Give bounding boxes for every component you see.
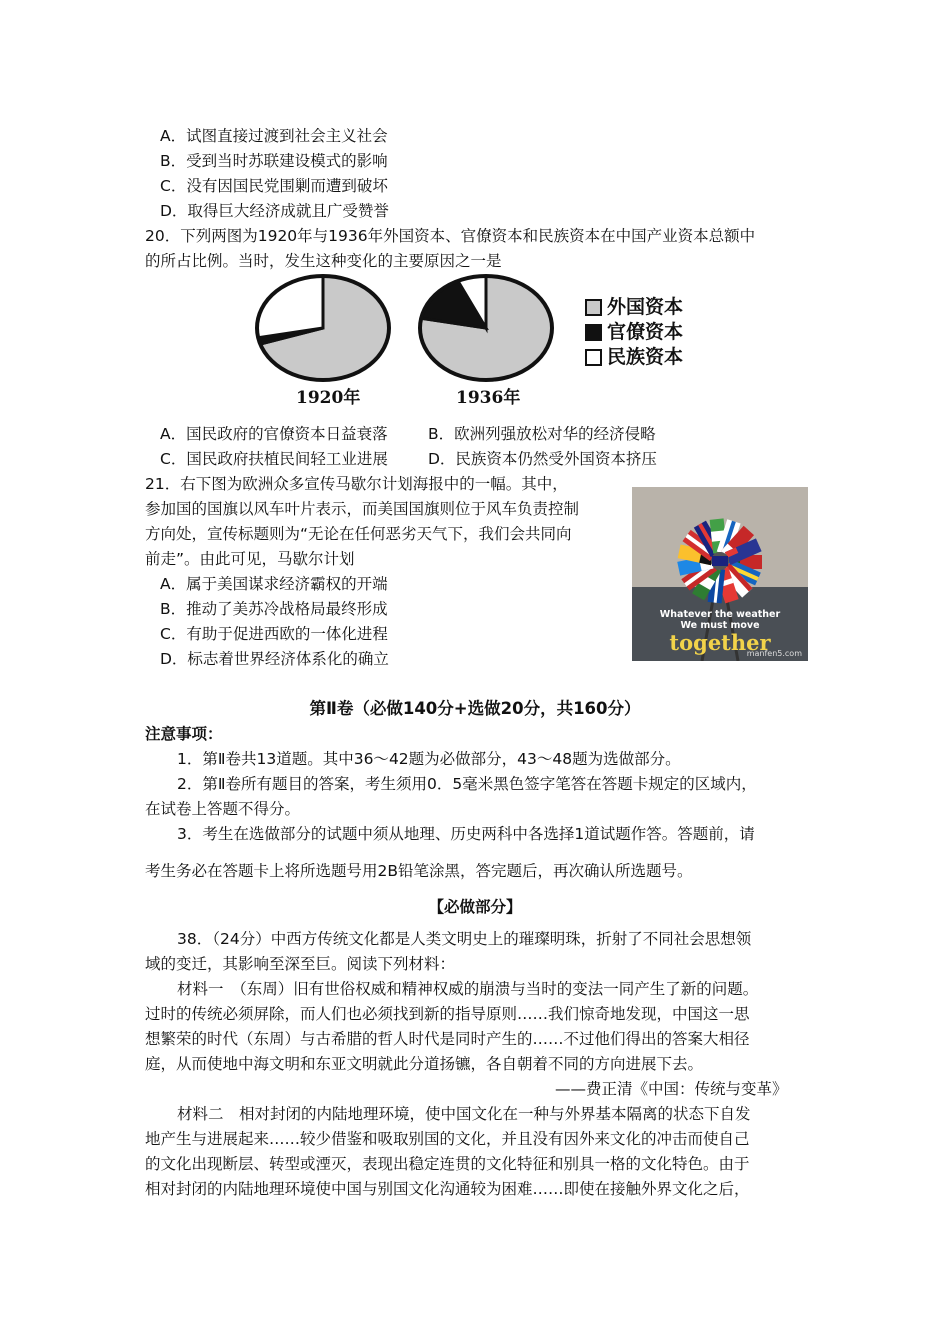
part2-title: 第Ⅱ卷（必做140分+选做20分，共160分） <box>309 699 641 718</box>
q20-option-c: C．国民政府扶植民间轻工业进展 <box>160 450 388 468</box>
material1-line3: 想繁荣的时代（东周）与古希腊的哲人时代是同时产生的……不过他们得出的答案大相径 <box>145 1030 750 1048</box>
pie-1920-slice-national <box>257 276 323 338</box>
q20-option-d: D．民族资本仍然受外国资本挤压 <box>428 450 657 468</box>
material2-line1: 材料二 相对封闭的内陆地理环境，使中国文化在一种与外界基本隔离的状态下自发 <box>177 1105 751 1123</box>
material1-line2: 过时的传统必须屏除，而人们也必须找到新的指导原则……我们惊奇地发现，中国这一思 <box>145 1005 750 1023</box>
q21-stem-line3: 方向处，宣传标题则为“无论在任何恶劣天气下，我们会共同向 <box>145 525 572 543</box>
legend-swatch-foreign <box>585 299 602 316</box>
notice-2b: 在试卷上答题不得分。 <box>145 800 301 818</box>
material1-line4: 庭，从而使地中海文明和东亚文明就此分道扬镳，各自朝着不同的方向进展下去。 <box>145 1055 704 1073</box>
legend-swatch-national <box>585 349 602 366</box>
q21-stem-line1: 21．右下图为欧洲众多宣传马歇尔计划海报中的一幅。其中， <box>145 475 568 493</box>
poster-watermark: manfen5.com <box>746 649 802 658</box>
marshall-plan-poster <box>632 487 808 661</box>
section-required: 【必做部分】 <box>428 898 522 916</box>
q19-option-c: C．没有因国民党围剿而遭到破坏 <box>160 177 388 195</box>
q20-option-b: B．欧洲列强放松对华的经济侵略 <box>428 425 656 443</box>
q21-stem-line2: 参加国的国旗以风车叶片表示，而美国国旗则位于风车负责控制 <box>145 500 580 518</box>
legend-bureaucrat-label: 官僚资本 <box>607 321 684 343</box>
legend-bureaucrat <box>585 320 683 344</box>
material2-line4: 相对封闭的内陆地理环境使中国与别国文化沟通较为困难……即使在接触外界文化之后， <box>145 1180 750 1198</box>
legend-swatch-bureaucrat <box>585 324 602 341</box>
material1-line1: 材料一 （东周）旧有世俗权威和精神权威的崩溃与当时的变法一同产生了新的问题。 <box>177 980 759 998</box>
q21-option-b: B．推动了美苏冷战格局最终形成 <box>160 600 388 618</box>
material1-source: ——费正清《中国：传统与变革》 <box>555 1080 788 1098</box>
q19-option-b: B．受到当时苏联建设模式的影响 <box>160 152 388 170</box>
legend-national <box>585 345 683 369</box>
q38-stem-b: 域的变迁，其影响至深至巨。阅读下列材料： <box>145 955 456 973</box>
notice-2a: 2．第Ⅱ卷所有题目的答案，考生须用0．5毫米黑色签字笔答在答题卡规定的区域内， <box>177 775 757 793</box>
material2-line2: 地产生与进展起来……较少借鉴和吸取别国的文化，并且没有因外来文化的冲击而使自己 <box>145 1130 750 1148</box>
notice-3b: 考生务必在答题卡上将所选题号用2B铅笔涂黑，答完题后，再次确认所选题号。 <box>145 862 693 880</box>
q21-option-a: A．属于美国谋求经济霸权的开端 <box>160 575 388 593</box>
q21-stem-line4: 前走”。由此可见，马歇尔计划 <box>145 550 355 568</box>
q20-option-a: A．国民政府的官僚资本日益衰落 <box>160 425 388 443</box>
legend-national-label: 民族资本 <box>607 346 684 368</box>
q19-option-a: A．试图直接过渡到社会主义社会 <box>160 127 388 145</box>
notice-1: 1．第Ⅱ卷共13道题。其中36～42题为必做部分，43～48题为选做部分。 <box>177 750 681 768</box>
legend-foreign <box>585 295 683 319</box>
poster-caption-line2: We must move <box>680 620 760 631</box>
pie-1920-label: 1920年 <box>296 388 361 408</box>
q20-stem-line1: 20．下列两图为1920年与1936年外国资本、官僚资本和民族资本在中国产业资本总额中 <box>145 227 756 245</box>
notice-title: 注意事项： <box>145 725 223 743</box>
q21-option-c: C．有助于促进西欧的一体化进程 <box>160 625 388 643</box>
q19-option-d: D．取得巨大经济成就且广受赞誉 <box>160 202 389 220</box>
q20-stem-line2: 的所占比例。当时，发生这种变化的主要原因之一是 <box>145 252 502 270</box>
legend-foreign-label: 外国资本 <box>607 296 684 318</box>
poster-caption <box>632 609 808 631</box>
poster-title: together <box>669 630 771 655</box>
material2-line3: 的文化出现断层、转型或湮灭，表现出稳定连贯的文化特征和别具一格的文化特色。由于 <box>145 1155 750 1173</box>
q38-stem-a: 38．（24分）中西方传统文化都是人类文明史上的璀璨明珠，折射了不同社会思想领 <box>177 930 752 948</box>
q21-option-d: D．标志着世界经济体系化的确立 <box>160 650 389 668</box>
notice-3a: 3．考生在选做部分的试题中须从地理、历史两科中各选择1道试题作答。答题前，请 <box>177 825 755 843</box>
pie-1936-label: 1936年 <box>456 388 521 408</box>
poster-caption-line1: Whatever the weather <box>659 609 781 620</box>
